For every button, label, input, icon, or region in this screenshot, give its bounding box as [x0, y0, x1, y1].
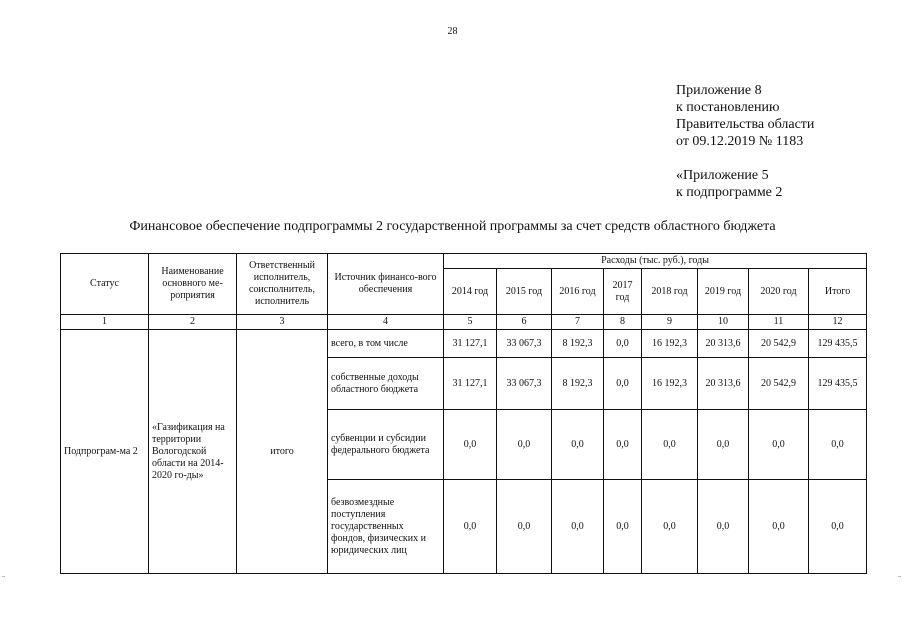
total-cell: 129 435,5: [809, 358, 867, 410]
appendix-line: Правительства области: [676, 117, 815, 132]
appendix-sub-line: к подпрограмме 2: [676, 185, 783, 200]
value-cell: 20 542,9: [749, 358, 809, 410]
value-cell: 0,0: [749, 410, 809, 480]
value-cell: 16 192,3: [642, 358, 698, 410]
scan-artifact: [2, 576, 5, 577]
value-cell: 33 067,3: [497, 358, 552, 410]
header-responsible: Ответственный исполнитель, соисполнитель, исполнитель: [237, 254, 328, 315]
value-cell: 31 127,1: [444, 358, 497, 410]
column-number: 10: [698, 315, 749, 330]
header-source: Источник финансо-вого обеспечения: [328, 254, 444, 315]
value-cell: 0,0: [497, 480, 552, 574]
value-cell: 20 313,6: [698, 358, 749, 410]
appendix-line: Приложение 8: [676, 83, 762, 98]
column-number: 6: [497, 315, 552, 330]
column-number: 4: [328, 315, 444, 330]
value-cell: 0,0: [604, 410, 642, 480]
value-cell: 0,0: [444, 480, 497, 574]
value-cell: 16 192,3: [642, 330, 698, 358]
header-year: 2020 год: [749, 269, 809, 315]
appendix-line: к постановлению: [676, 100, 780, 115]
value-cell: 0,0: [604, 480, 642, 574]
value-cell: 31 127,1: [444, 330, 497, 358]
document-title: Финансовое обеспечение подпрограммы 2 государственной программы за счет средств областного бюджета: [129, 219, 776, 234]
appendix-line: от 09.12.2019 № 1183: [676, 134, 804, 149]
source-cell: собственные доходы областного бюджета: [328, 358, 444, 410]
column-number: 2: [149, 315, 237, 330]
value-cell: 0,0: [698, 410, 749, 480]
header-total: Итого: [809, 269, 867, 315]
column-number: 1: [61, 315, 149, 330]
total-cell: 129 435,5: [809, 330, 867, 358]
appendix-block: [676, 82, 814, 201]
header-year: 2018 год: [642, 269, 698, 315]
value-cell: 0,0: [552, 480, 604, 574]
appendix-sub-line: «Приложение 5: [676, 168, 769, 183]
page-number: 28: [447, 26, 458, 37]
value-cell: 0,0: [444, 410, 497, 480]
column-number: 7: [552, 315, 604, 330]
value-cell: 0,0: [749, 480, 809, 574]
header-expenses: Расходы (тыс. руб.), годы: [444, 254, 867, 269]
source-cell: субвенции и субсидии федерального бюджета: [328, 410, 444, 480]
column-number: 11: [749, 315, 809, 330]
activity-name-cell: «Газификация на территории Вологодской области на 2014-2020 го-ды»: [149, 330, 237, 574]
column-number: 3: [237, 315, 328, 330]
value-cell: 20 542,9: [749, 330, 809, 358]
value-cell: 0,0: [642, 410, 698, 480]
table-row: [61, 330, 867, 358]
column-number: 8: [604, 315, 642, 330]
value-cell: 0,0: [698, 480, 749, 574]
source-cell: всего, в том числе: [328, 330, 444, 358]
total-cell: 0,0: [809, 410, 867, 480]
total-cell: 0,0: [809, 480, 867, 574]
financing-table: [60, 253, 867, 574]
value-cell: 33 067,3: [497, 330, 552, 358]
value-cell: 0,0: [497, 410, 552, 480]
responsible-cell: итого: [237, 330, 328, 574]
value-cell: 0,0: [604, 358, 642, 410]
header-status: Статус: [61, 254, 149, 315]
header-year: 2015 год: [497, 269, 552, 315]
column-number: 9: [642, 315, 698, 330]
header-year: 2019 год: [698, 269, 749, 315]
source-cell: безвозмездные поступления государственных фондов, физических и юридических лиц: [328, 480, 444, 574]
scan-artifact: [898, 576, 901, 577]
header-year: 2014 год: [444, 269, 497, 315]
status-cell: Подпрограм-ма 2: [61, 330, 149, 574]
value-cell: 0,0: [604, 330, 642, 358]
header-name: Наименование основного ме-роприятия: [149, 254, 237, 315]
value-cell: 0,0: [642, 480, 698, 574]
value-cell: 8 192,3: [552, 358, 604, 410]
header-year: 2016 год: [552, 269, 604, 315]
column-number: 12: [809, 315, 867, 330]
value-cell: 8 192,3: [552, 330, 604, 358]
header-year: 2017 год: [604, 269, 642, 315]
value-cell: 0,0: [552, 410, 604, 480]
column-number: 5: [444, 315, 497, 330]
value-cell: 20 313,6: [698, 330, 749, 358]
